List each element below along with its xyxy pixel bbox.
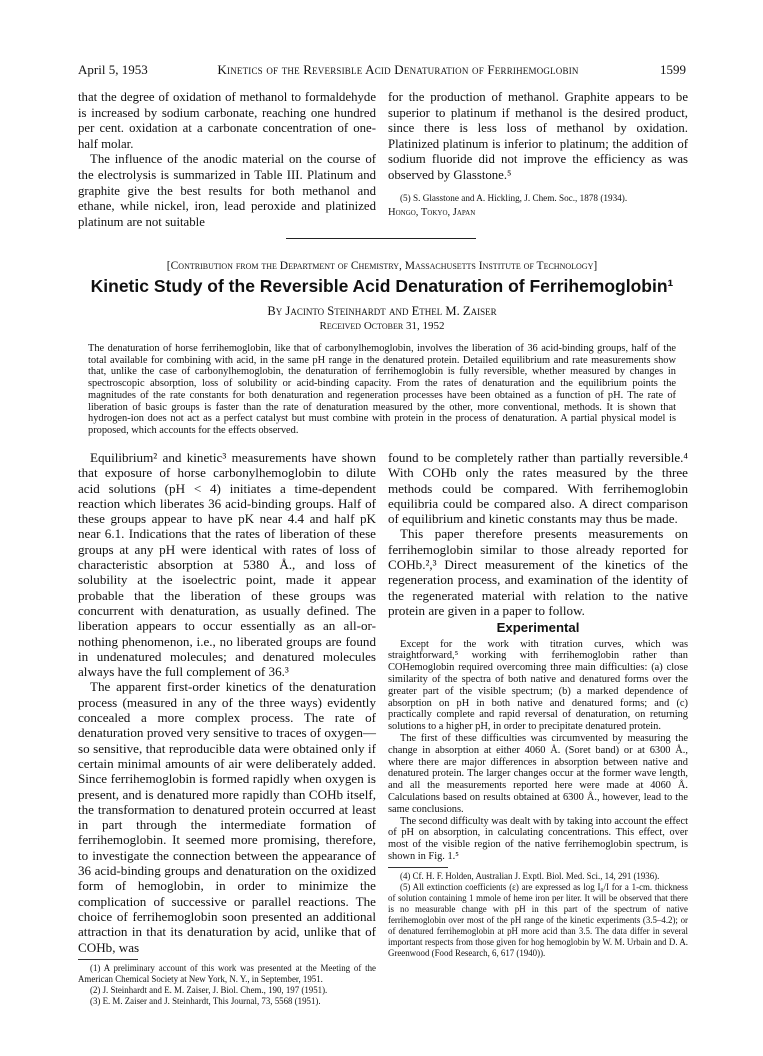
paragraph: This paper therefore presents measurements on ferrihemoglobin similar to those already reported for COHb.²,³ Direct measurement of the kinetics of the regeneration process, and examination of the identity of the regenerated material with relation to the native protein are given in a paper to follow.: [388, 526, 688, 618]
paragraph: that the degree of oxidation of methanol to formaldehyde is increased by sodium carbonate, reaching one hundred per cent. oxidation at a carbonate concentration of one-half molar.: [78, 90, 376, 151]
footnote: (2) J. Steinhardt and E. M. Zaiser, J. Biol. Chem., 190, 197 (1951).: [90, 984, 328, 995]
paragraph: The apparent first-order kinetics of the denaturation process (measured in any of the three ways) evidently concealed a more complex process. The rate of denaturation proved very sensitive to traces of oxygen—so sensitive, that reproducible data were obtained only if certain minimal amounts of air were deliberately added. Since ferrihemoglobin is formed rapidly when oxygen is present, and is denatured more rapidly than COHb itself, the transformation to denatured protein occurred at least in part through the intermediate formation of ferrihemoglobin. It seemed more promising, therefore, to investigate the connection between the appearance of 36 acid-binding groups and denaturation on the oxidized form of hemoglobin, in order to minimize the complication of successive or parallel reactions. The choice of ferrihemoglobin soon presented an additional attraction in that its denaturation by acid, unlike that of COHb, was: [78, 679, 376, 955]
top-left-column: [78, 90, 376, 230]
article-authors: By Jacinto Steinhardt and Ethel M. Zaiser: [267, 304, 497, 318]
footnote-separator: [78, 959, 138, 960]
footnote: (3) E. M. Zaiser and J. Steinhardt, This Journal, 73, 5568 (1951).: [90, 995, 321, 1006]
contribution-line: [Contribution from the Department of Chemistry, Massachusetts Institute of Technology]: [166, 260, 598, 272]
paragraph: The second difficulty was dealt with by taking into account the effect of pH on absorption, in calculating concentrations. This effect, over most of the visible region of the native ferrihemoglobin spectrum, is shown in Fig. 1.⁵: [388, 815, 688, 862]
paragraph: Except for the work with titration curves, which was straightforward,⁵ working with ferrihemoglobin rather than COHemoglobin required overcoming three main difficulties: (a) close similarity of the spectra of both native and denatured forms over the greater part of the visible spectrum; (b) a marked dependence of absorption on pH in both native and denatured forms; and (c) practically complete and rapid reversal of denaturation, on returning solutions to a higher pH, in order to precipitate denatured protein.: [388, 638, 688, 733]
footnote-separator: [388, 867, 448, 868]
section-heading: Experimental: [496, 620, 580, 636]
footnote-5-previous: (5) S. Glasstone and A. Hickling, J. Chem. Soc., 1878 (1934).: [400, 192, 628, 203]
paragraph: found to be completely rather than partially reversible.⁴ With COHb only the rates measured by the three methods could be compared. With ferrihemoglobin equilibria could be compared also. A direct comparison of equilibrium and kinetic constants may thus be made.: [388, 450, 688, 527]
paragraph: Equilibrium² and kinetic³ measurements have shown that exposure of horse carbonylhemoglobin to dilute acid solutions (pH < 4) initiates a time-dependent reaction which liberates 36 acid-binding groups. Half of these groups appear to have pK near 4.4 and half pK near 6.1. Indications that the rates of liberation of these groups at any pH were identical with rates of loss of characteristic absorption at 5380 Å., and loss of solubility at the isoelectric point, made it appear probable that the liberation of these groups was concurrent with denaturation, as usually defined. The liberation appears to occur essentially as an all-or-nothing phenomenon, i.e., no liberated groups are found in undenatured molecules; and denatured molecules always have the full complement of 36.³: [78, 450, 376, 680]
top-right-column: [388, 90, 688, 220]
paragraph: The influence of the anodic material on the course of the electrolysis is summarized in Table III. Platinum and graphite give the best results for both methanol and ethane, while nickel, iron, lead peroxide and platinized platinum are not suitable: [78, 152, 376, 229]
issue-date: April 5, 1953: [78, 62, 148, 77]
article-title: Kinetic Study of the Reversible Acid Denaturation of Ferrihemoglobin¹: [90, 276, 674, 296]
footnote: (4) Cf. H. F. Holden, Australian J. Exptl. Biol. Med. Sci., 14, 291 (1936).: [400, 870, 660, 881]
article-separator: [286, 238, 476, 239]
footnotes: [388, 871, 688, 959]
footnotes: [78, 963, 376, 1007]
running-title: Kinetics of the Reversible Acid Denaturation of Ferrihemoglobin: [217, 62, 579, 77]
abstract: The denaturation of horse ferrihemoglobin, like that of carbonylhemoglobin, involves the liberation of 36 acid-binding groups, half of the total available for combining with acid, in the same pH range in the denatured protein. Detailed equilibrium and rate measurements show that, unlike the case of carbonylhemoglobin, the denaturation of ferrihemoglobin is fully reversible, whether measured by changes in spectroscopic absorption, loss of solubility or acid-binding capacity. From the rates of denaturation and the equilibrium points the magnitudes of the rate constants for both denaturation and regeneration processes have been obtained as a function of pH. The rate of liberation of basic groups is faster than the rate of denaturation measured by the other, more conventional, methods. It is shown that hydrogen-ion does not act as a perfect catalyst but must combine with protein in the process of denaturation. A partial physical model is proposed, which accounts for the effects observed.: [88, 343, 676, 436]
body-right-column: [388, 450, 688, 959]
received-date: Received October 31, 1952: [319, 320, 445, 332]
footnote: (5) All extinction coefficients (ε) are expressed as log I₀/I for a 1-cm. thickness of solution containing 1 mmole of heme iron per liter. It will be observed that there is no measurable change with pH in this part of the spectrum of native ferrihemoglobin over most of the pH range of the kinetic experiments (3.5–4.2); or of denatured ferrihemoglobin at pH more acid than 3.5. The data differ in several important respects from those given for hog hemoglobin by W. M. Urbain and D. A. Greenwood (Food Research, 6, 617 (1940)).: [388, 881, 688, 958]
paragraph: for the production of methanol. Graphite appears to be superior to platinum if methanol is the desired product, since there is less loss of methanol by oxidation. Platinized platinum is inferior to platinum; the addition of sodium fluoride did not improve the efficiency as was observed by Glasstone.⁵: [388, 90, 688, 182]
page-number: 1599: [660, 62, 686, 77]
affiliation: Hongo, Tokyo, Japan: [388, 206, 476, 218]
body-left-column: [78, 450, 376, 1007]
paragraph: The first of these difficulties was circumvented by measuring the change in absorption at either 4060 Å. (Soret band) or at 6300 Å., where there are major differences in absorption between native and denatured protein. The larger changes occur at the former wave length, and all the measurements reported here were made at 4060 Å. Calculations based on results obtained at 6300 Å., however, lead to the same conclusions.: [388, 732, 688, 815]
footnote: (1) A preliminary account of this work was presented at the Meeting of the American Chemical Society at New York, N. Y., in September, 1951.: [78, 962, 376, 984]
